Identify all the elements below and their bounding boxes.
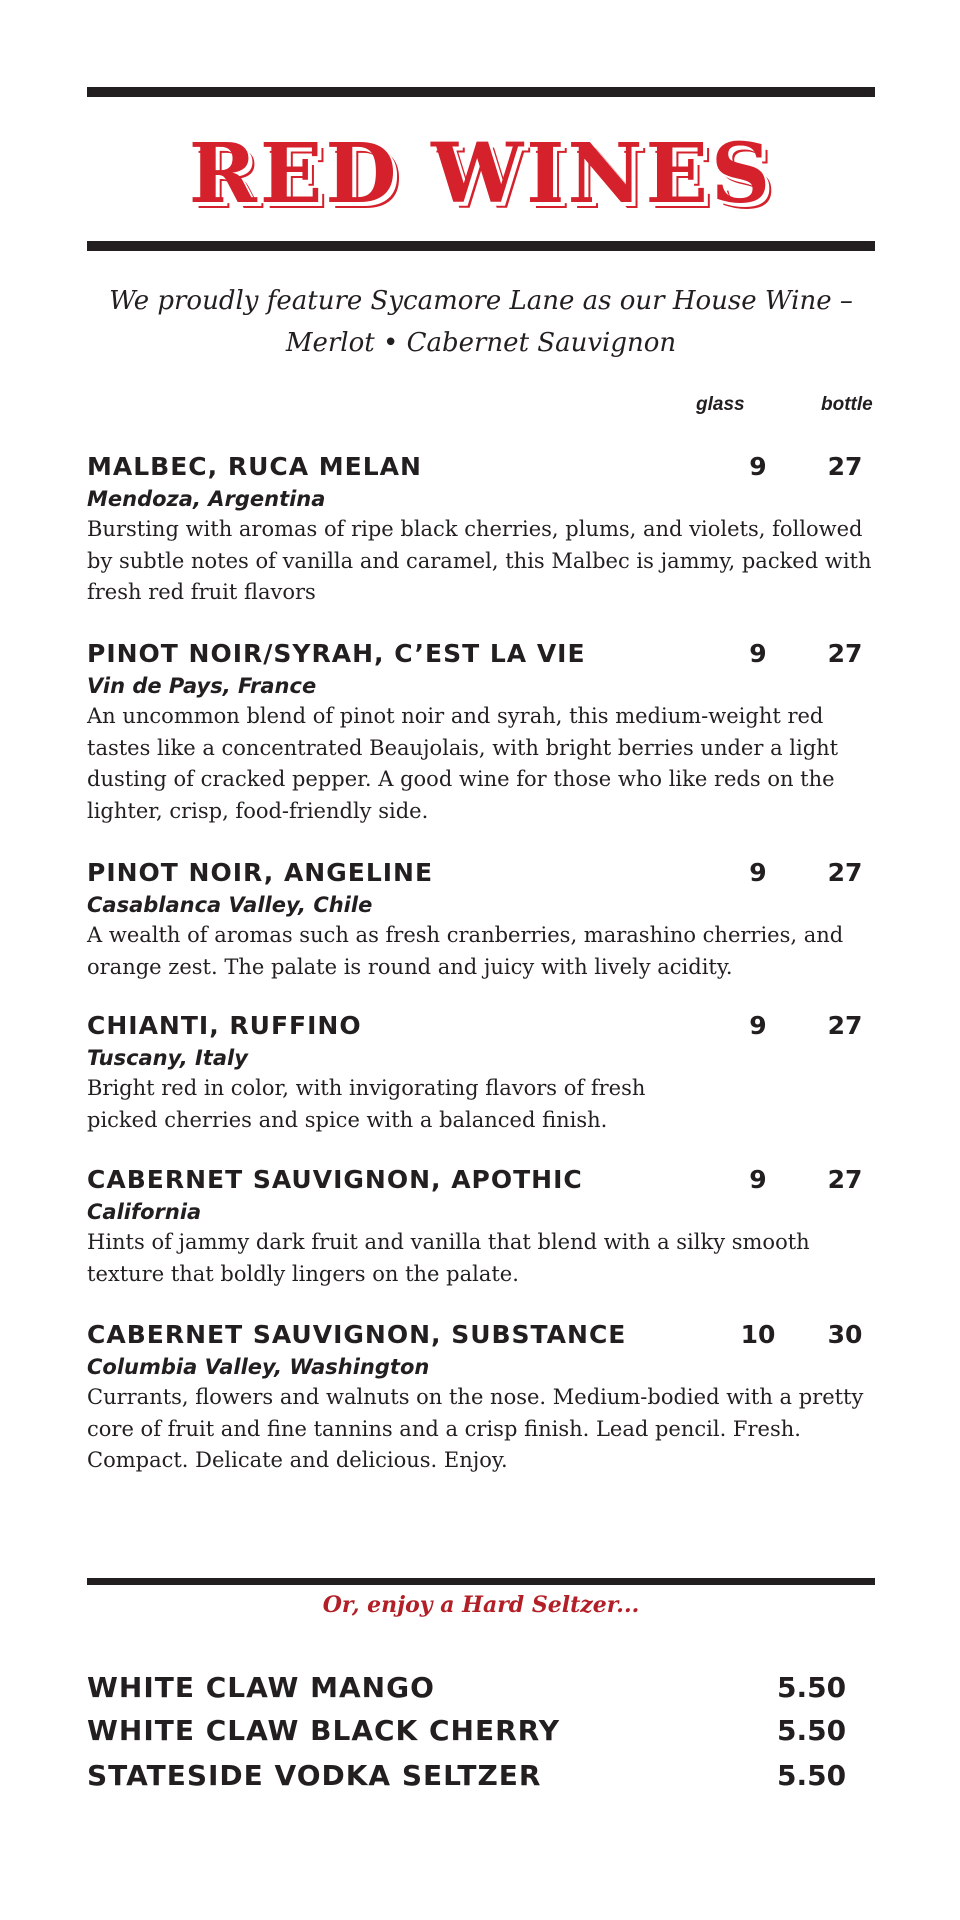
wine-description: A wealth of aromas such as fresh cranberries, marashino cherries, and orange zest. The palate is round and juicy with lively acidity. bbox=[87, 923, 844, 979]
wine-name: PINOT NOIR/SYRAH, C’EST LA VIE bbox=[87, 639, 586, 668]
wine-region: Tuscany, Italy bbox=[87, 1046, 248, 1070]
seltzer-price: 5.50 bbox=[777, 1759, 847, 1792]
glass-price: 9 bbox=[749, 452, 767, 481]
seltzer-name: WHITE CLAW MANGO bbox=[87, 1671, 435, 1704]
glass-price: 9 bbox=[749, 1165, 767, 1194]
wine-description: Bursting with aromas of ripe black cherries, plums, and violets, followed by subtle notes of vanilla and caramel, this Malbec is jammy, packed with fresh red fruit flavors bbox=[87, 517, 872, 604]
house-wine-line-2: Merlot • Cabernet Sauvignon bbox=[285, 328, 677, 358]
glass-price: 9 bbox=[749, 858, 767, 887]
wine-region: Casablanca Valley, Chile bbox=[87, 893, 373, 917]
seltzer-divider bbox=[87, 1578, 875, 1585]
house-wine-note bbox=[87, 280, 875, 364]
seltzer-price: 5.50 bbox=[777, 1671, 847, 1704]
house-wine-line-1: We proudly feature Sycamore Lane as our House Wine – bbox=[109, 286, 853, 316]
wine-item bbox=[87, 450, 875, 609]
wine-item bbox=[87, 1318, 875, 1477]
wine-item bbox=[87, 1009, 875, 1136]
wine-name: PINOT NOIR, ANGELINE bbox=[87, 858, 434, 887]
bottle-price: 27 bbox=[827, 452, 863, 481]
wine-item bbox=[87, 1163, 875, 1290]
title-divider bbox=[87, 241, 875, 251]
glass-price: 9 bbox=[749, 639, 767, 668]
wine-region: Columbia Valley, Washington bbox=[87, 1355, 430, 1379]
menu-page bbox=[87, 0, 875, 1920]
wine-description: Bright red in color, with invigorating flavors of fresh picked cherries and spice with a balanced finish. bbox=[87, 1076, 646, 1132]
bottle-column-header: bottle bbox=[821, 394, 873, 415]
wine-name: CABERNET SAUVIGNON, APOTHIC bbox=[87, 1165, 583, 1194]
wine-description: Currants, flowers and walnuts on the nose. Medium-bodied with a pretty core of fruit and fine tannins and a crisp finish. Lead pencil. Fresh. Compact. Delicate and delicious. Enjoy. bbox=[87, 1385, 864, 1472]
top-divider bbox=[87, 87, 875, 97]
wine-name: CHIANTI, RUFFINO bbox=[87, 1011, 362, 1040]
wine-region: Mendoza, Argentina bbox=[87, 487, 326, 511]
glass-price: 9 bbox=[749, 1011, 767, 1040]
wine-name: MALBEC, RUCA MELAN bbox=[87, 452, 422, 481]
wine-name: CABERNET SAUVIGNON, SUBSTANCE bbox=[87, 1320, 627, 1349]
bottle-price: 27 bbox=[827, 858, 863, 887]
bottle-price: 30 bbox=[827, 1320, 863, 1349]
seltzer-name: WHITE CLAW BLACK CHERRY bbox=[87, 1714, 560, 1747]
wine-region: Vin de Pays, France bbox=[87, 674, 317, 698]
seltzer-item bbox=[87, 1711, 875, 1751]
wine-description: An uncommon blend of pinot noir and syrah, this medium-weight red tastes like a concentrated Beaujolais, with bright berries under a light dusting of cracked pepper. A good wine for those who like reds on the lighter, crisp, food-friendly side. bbox=[87, 704, 839, 823]
glass-column-header: glass bbox=[696, 394, 745, 415]
seltzer-item bbox=[87, 1756, 875, 1796]
bottle-price: 27 bbox=[827, 1011, 863, 1040]
wine-description: Hints of jammy dark fruit and vanilla that blend with a silky smooth texture that boldly lingers on the palate. bbox=[87, 1230, 810, 1286]
page-title: RED WINES bbox=[188, 126, 774, 222]
wine-item bbox=[87, 856, 875, 983]
wine-region: California bbox=[87, 1200, 202, 1224]
seltzer-price: 5.50 bbox=[777, 1714, 847, 1747]
seltzer-item bbox=[87, 1668, 875, 1708]
seltzer-intro: Or, enjoy a Hard Seltzer... bbox=[322, 1592, 640, 1618]
bottle-price: 27 bbox=[827, 1165, 863, 1194]
seltzer-name: STATESIDE VODKA SELTZER bbox=[87, 1759, 542, 1792]
wine-item bbox=[87, 637, 875, 827]
glass-price: 10 bbox=[740, 1320, 776, 1349]
bottle-price: 27 bbox=[827, 639, 863, 668]
